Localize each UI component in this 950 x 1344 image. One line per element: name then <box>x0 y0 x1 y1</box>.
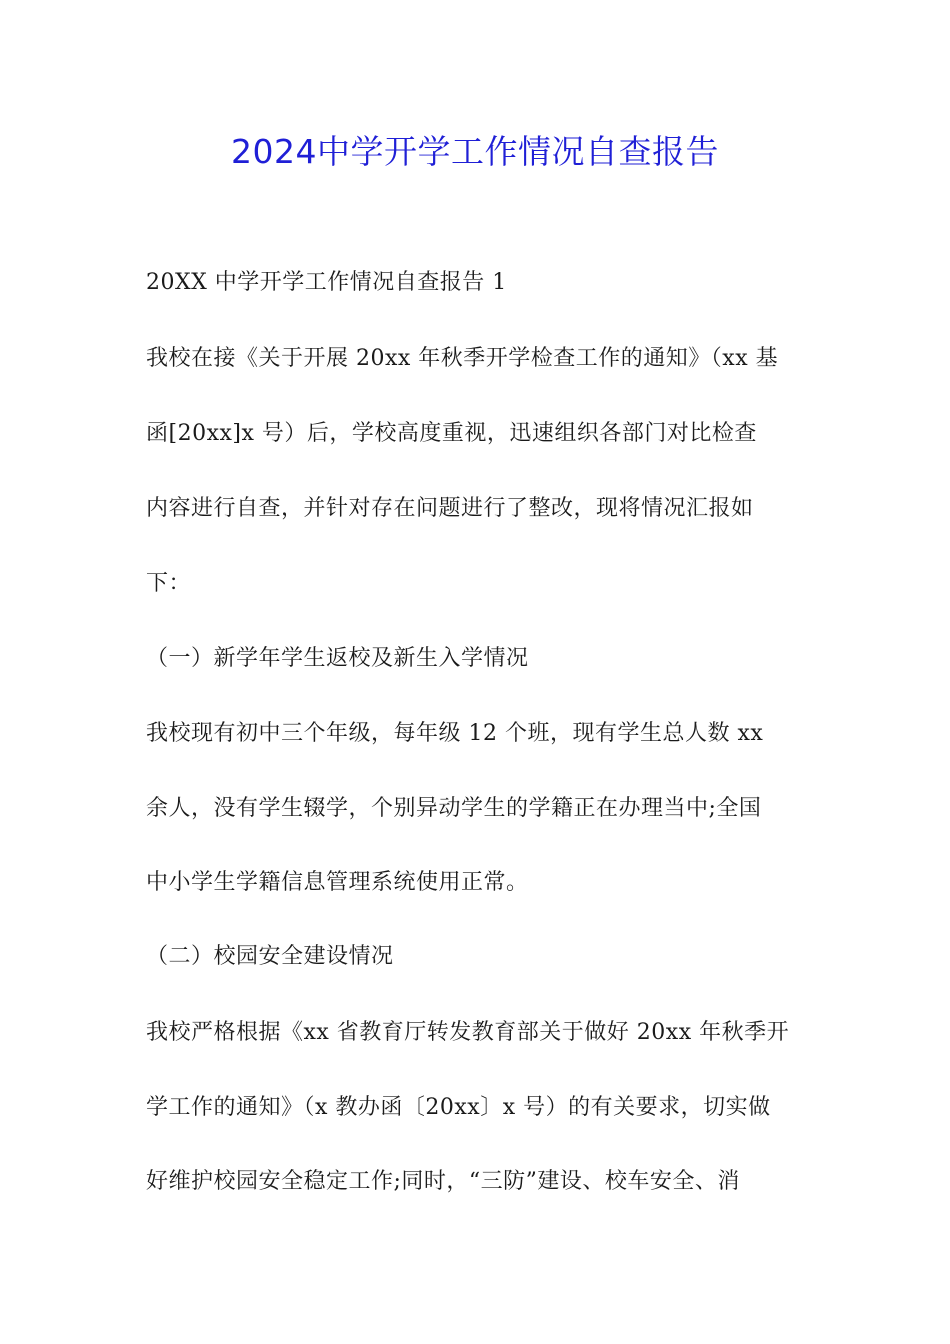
section-heading-report-1: 20XX 中学开学工作情况自查报告 1 <box>146 270 507 295</box>
paragraph-line: 学工作的通知》（x 教办函〔20xx〕x 号）的有关要求，切实做 <box>146 1095 771 1120</box>
paragraph-line: 中小学生学籍信息管理系统使用正常。 <box>146 870 529 895</box>
document-title: 2024中学开学工作情况自查报告 <box>231 132 719 171</box>
paragraph-line: 函[20xx]x 号）后，学校高度重视，迅速组织各部门对比检查 <box>146 421 757 446</box>
subsection-heading-1: （一）新学年学生返校及新生入学情况 <box>146 646 529 671</box>
paragraph-line: 好维护校园安全稳定工作;同时，“三防”建设、校车安全、消 <box>146 1169 740 1194</box>
paragraph-line: 内容进行自查，并针对存在问题进行了整改，现将情况汇报如 <box>146 496 754 521</box>
paragraph-line: 余人，没有学生辍学，个别异动学生的学籍正在办理当中;全国 <box>146 796 762 821</box>
paragraph-line: 下： <box>146 571 192 596</box>
paragraph-line: 我校严格根据《xx 省教育厅转发教育部关于做好 20xx 年秋季开 <box>146 1020 790 1045</box>
subsection-heading-2: （二）校园安全建设情况 <box>146 944 394 969</box>
paragraph-line: 我校在接《关于开展 20xx 年秋季开学检查工作的通知》（xx 基 <box>146 346 779 371</box>
paragraph-line: 我校现有初中三个年级，每年级 12 个班，现有学生总人数 xx <box>146 721 764 746</box>
